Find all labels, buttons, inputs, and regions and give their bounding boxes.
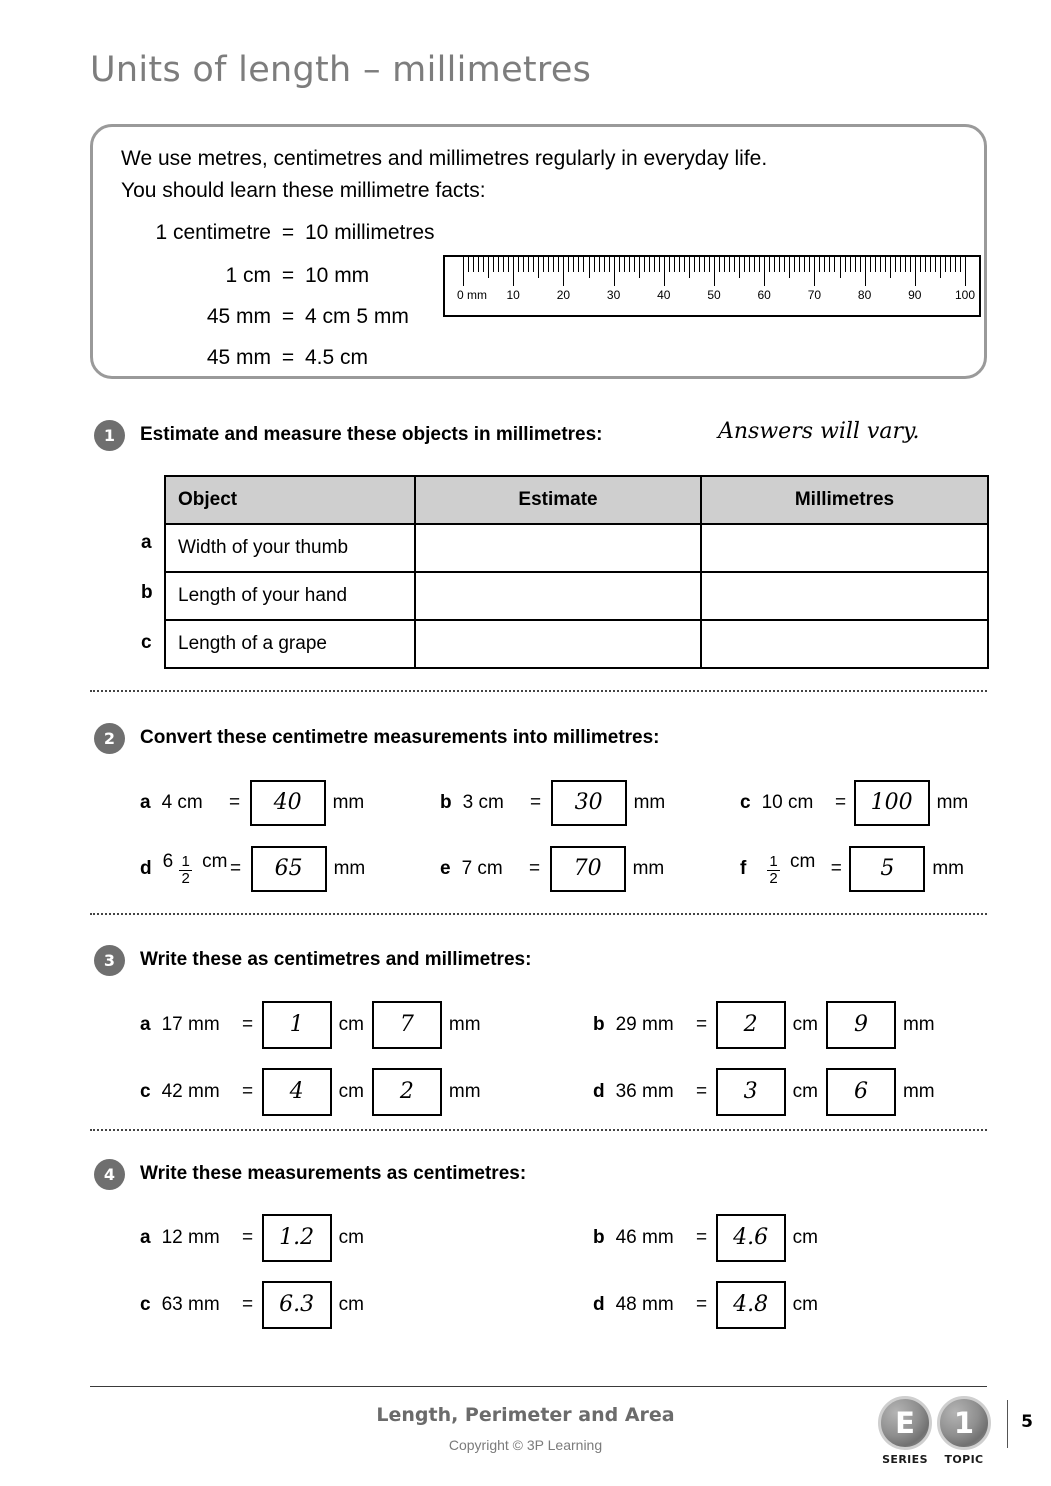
fact-equals: = bbox=[281, 221, 295, 244]
section-divider-1 bbox=[90, 690, 987, 692]
ruler-tick bbox=[639, 257, 640, 278]
item-unit: mm bbox=[333, 858, 366, 879]
answer-box-cm[interactable]: 3 bbox=[716, 1068, 786, 1116]
ruler-tick bbox=[563, 257, 564, 286]
ruler-label: 40 bbox=[657, 288, 671, 302]
ruler-tick bbox=[483, 257, 484, 272]
section-divider-3 bbox=[90, 1129, 987, 1131]
item-equals: = bbox=[835, 792, 847, 813]
q2-item-c bbox=[740, 780, 968, 826]
ruler-tick bbox=[850, 257, 851, 272]
item-question: 7 cm bbox=[461, 858, 503, 879]
item-letter: f bbox=[740, 858, 747, 879]
ruler-tick bbox=[583, 257, 584, 272]
ruler-tick bbox=[508, 257, 509, 272]
answers-vary-note: Answers will vary. bbox=[718, 419, 920, 444]
ruler-tick bbox=[629, 257, 630, 272]
item-question: 48 mm bbox=[615, 1294, 674, 1315]
ruler-tick bbox=[819, 257, 820, 272]
answer-box-cm[interactable]: 2 bbox=[716, 1001, 786, 1049]
q4-item-c bbox=[140, 1281, 364, 1329]
ruler-label: 100 bbox=[954, 288, 976, 302]
item-equals: = bbox=[230, 858, 242, 879]
ruler-tick bbox=[624, 257, 625, 272]
ruler-tick bbox=[714, 257, 715, 286]
item-question-fraction bbox=[757, 851, 823, 887]
item-equals: = bbox=[530, 792, 542, 813]
ruler-tick bbox=[488, 257, 489, 278]
ruler-tick bbox=[558, 257, 559, 272]
ruler-tick bbox=[940, 257, 941, 278]
ruler-tick bbox=[824, 257, 825, 272]
ruler-tick bbox=[784, 257, 785, 272]
item-equals: = bbox=[529, 858, 541, 879]
item-equals: = bbox=[696, 1294, 708, 1315]
item-unit-mm: mm bbox=[902, 1014, 935, 1035]
ruler-tick bbox=[649, 257, 650, 272]
q4-item-a bbox=[140, 1214, 364, 1262]
ruler-tick bbox=[950, 257, 951, 272]
ruler-tick bbox=[523, 257, 524, 272]
ruler-tick bbox=[568, 257, 569, 272]
item-equals: = bbox=[830, 858, 842, 879]
ruler-tick bbox=[870, 257, 871, 272]
ruler-tick bbox=[719, 257, 720, 272]
ruler-label: 80 bbox=[857, 288, 872, 302]
ruler-tick bbox=[960, 257, 961, 272]
ruler-tick bbox=[634, 257, 635, 272]
ruler-tick bbox=[739, 257, 740, 278]
ruler-tick bbox=[840, 257, 841, 278]
item-question: 29 mm bbox=[615, 1014, 674, 1035]
section-divider-2 bbox=[90, 913, 987, 915]
table-header-row bbox=[165, 476, 988, 524]
table-row bbox=[165, 620, 988, 668]
ruler-tick bbox=[885, 257, 886, 272]
ruler-label: 60 bbox=[757, 288, 771, 302]
ruler-tick bbox=[493, 257, 494, 272]
answer-box-cm[interactable]: 1 bbox=[262, 1001, 332, 1049]
ruler-tick bbox=[749, 257, 750, 272]
item-letter: a bbox=[140, 1014, 151, 1035]
item-question: 42 mm bbox=[161, 1081, 220, 1102]
fact-rhs: 4.5 cm bbox=[305, 346, 369, 369]
item-letter: c bbox=[140, 1294, 151, 1315]
footer-divider bbox=[90, 1386, 987, 1387]
ruler-tick bbox=[799, 257, 800, 272]
fraction-numerator: 1 bbox=[769, 853, 778, 871]
ruler-tick bbox=[945, 257, 946, 272]
ruler-label: 50 bbox=[707, 288, 721, 302]
q4-item-d bbox=[593, 1281, 818, 1329]
ruler-tick bbox=[895, 257, 896, 272]
ruler-label: 90 bbox=[908, 288, 922, 302]
item-equals: = bbox=[242, 1227, 254, 1248]
answer-box-mm[interactable]: 6 bbox=[826, 1068, 896, 1116]
answer-box[interactable]: 6.3 bbox=[262, 1281, 332, 1329]
ruler-tick bbox=[644, 257, 645, 272]
answer-box[interactable]: 70 bbox=[550, 846, 626, 892]
ruler-tick bbox=[955, 257, 956, 272]
ruler-tick bbox=[473, 257, 474, 272]
fraction bbox=[767, 854, 779, 886]
fraction-denominator: 2 bbox=[181, 869, 190, 887]
ruler-tick bbox=[503, 257, 504, 272]
fraction-numerator: 1 bbox=[181, 853, 190, 871]
table-cell-estimate[interactable] bbox=[415, 572, 701, 620]
page-number: 5 bbox=[1021, 1412, 1033, 1432]
table-cell-object: Width of your thumb bbox=[165, 524, 415, 572]
answer-box[interactable]: 100 bbox=[854, 780, 930, 826]
q2-item-a bbox=[140, 780, 364, 826]
answer-box-mm[interactable]: 9 bbox=[826, 1001, 896, 1049]
ruler-tick bbox=[834, 257, 835, 272]
ruler-tick bbox=[925, 257, 926, 272]
table-cell-object: Length of your hand bbox=[165, 572, 415, 620]
fact-lhs: 1 cm bbox=[225, 264, 271, 287]
item-unit: mm bbox=[632, 858, 665, 879]
item-unit: mm bbox=[633, 792, 666, 813]
series-badge-label: SERIES bbox=[882, 1453, 928, 1466]
ruler-tick bbox=[900, 257, 901, 272]
fraction-unit: cm bbox=[789, 851, 816, 873]
item-unit: cm bbox=[338, 1294, 364, 1315]
q2-item-b bbox=[440, 780, 665, 826]
fact-row-3 bbox=[121, 346, 368, 370]
item-equals: = bbox=[229, 792, 241, 813]
ruler-tick bbox=[614, 257, 615, 286]
answer-box-mm[interactable]: 7 bbox=[372, 1001, 442, 1049]
ruler-tick bbox=[664, 257, 665, 286]
item-letter: b bbox=[440, 792, 452, 813]
ruler-tick bbox=[905, 257, 906, 272]
ruler-tick bbox=[694, 257, 695, 272]
question-prompt-2: Convert these centimetre measurements into millimetres: bbox=[140, 727, 660, 748]
ruler-tick bbox=[478, 257, 479, 272]
item-letter: a bbox=[140, 1227, 151, 1248]
series-badge bbox=[878, 1396, 932, 1466]
fact-row-1 bbox=[121, 264, 369, 288]
ruler-tick bbox=[528, 257, 529, 272]
q3-item-c bbox=[140, 1068, 481, 1116]
question-number-1: 1 bbox=[94, 420, 125, 451]
table-header-object: Object bbox=[165, 476, 415, 524]
q3-item-b bbox=[593, 1001, 935, 1049]
topic-badge-circle: 1 bbox=[937, 1396, 991, 1450]
q2-item-e bbox=[440, 846, 664, 892]
item-unit: cm bbox=[338, 1227, 364, 1248]
topic-badge bbox=[937, 1396, 991, 1466]
ruler-tick bbox=[794, 257, 795, 272]
page-number-divider bbox=[1007, 1400, 1008, 1448]
ruler-illustration bbox=[443, 255, 981, 317]
ruler-tick bbox=[538, 257, 539, 278]
item-unit-cm: cm bbox=[792, 1081, 818, 1102]
ruler-tick bbox=[659, 257, 660, 272]
ruler-tick bbox=[724, 257, 725, 272]
ruler-label: 70 bbox=[807, 288, 822, 302]
fact-row-0 bbox=[121, 221, 435, 245]
ruler-tick bbox=[744, 257, 745, 272]
item-question-fraction bbox=[162, 851, 228, 887]
item-equals: = bbox=[242, 1014, 254, 1035]
item-unit-mm: mm bbox=[448, 1081, 481, 1102]
page-title: Units of length – millimetres bbox=[90, 50, 592, 90]
answer-box-mm[interactable]: 2 bbox=[372, 1068, 442, 1116]
table-row-letter-c: c bbox=[141, 632, 152, 653]
ruler-tick bbox=[814, 257, 815, 286]
ruler-tick bbox=[809, 257, 810, 272]
item-question: 10 cm bbox=[761, 792, 814, 813]
item-question: 12 mm bbox=[161, 1227, 220, 1248]
ruler-tick bbox=[599, 257, 600, 272]
table-cell-millimetres[interactable] bbox=[701, 524, 988, 572]
fact-rhs: 10 millimetres bbox=[305, 221, 435, 244]
fact-lhs: 1 centimetre bbox=[155, 221, 271, 244]
ruler-tick bbox=[759, 257, 760, 272]
question-prompt-4: Write these measurements as centimetres: bbox=[140, 1163, 527, 1184]
info-line-1: We use metres, centimetres and millimetres regularly in everyday life. bbox=[121, 147, 768, 170]
topic-badge-label: TOPIC bbox=[944, 1453, 984, 1466]
fact-equals: = bbox=[281, 305, 295, 328]
fact-row-2 bbox=[121, 305, 409, 329]
item-letter: a bbox=[140, 792, 151, 813]
fact-lhs: 45 mm bbox=[206, 346, 271, 369]
table-row-letter-a: a bbox=[141, 532, 152, 553]
item-unit: cm bbox=[792, 1294, 818, 1315]
ruler-tick bbox=[604, 257, 605, 272]
answer-box-cm[interactable]: 4 bbox=[262, 1068, 332, 1116]
item-letter: d bbox=[593, 1081, 605, 1102]
ruler-tick bbox=[855, 257, 856, 272]
ruler-tick bbox=[669, 257, 670, 272]
question-number-4: 4 bbox=[94, 1159, 125, 1190]
ruler-tick bbox=[684, 257, 685, 272]
ruler-tick bbox=[804, 257, 805, 272]
ruler-tick bbox=[654, 257, 655, 272]
item-letter: d bbox=[593, 1294, 605, 1315]
table-row-letter-b: b bbox=[141, 582, 153, 603]
ruler-tick bbox=[779, 257, 780, 272]
item-unit: mm bbox=[932, 858, 964, 879]
ruler-tick bbox=[589, 257, 590, 278]
ruler-tick bbox=[774, 257, 775, 272]
item-unit-cm: cm bbox=[338, 1014, 364, 1035]
q3-item-d bbox=[593, 1068, 935, 1116]
ruler-tick bbox=[553, 257, 554, 272]
table-header-estimate: Estimate bbox=[415, 476, 701, 524]
ruler-tick bbox=[578, 257, 579, 272]
footer-copyright: Copyright © 3P Learning bbox=[448, 1437, 603, 1453]
ruler-tick bbox=[619, 257, 620, 272]
item-letter: b bbox=[593, 1227, 605, 1248]
fraction-denominator: 2 bbox=[769, 869, 778, 887]
ruler-tick bbox=[789, 257, 790, 278]
item-question: 63 mm bbox=[161, 1294, 220, 1315]
fact-equals: = bbox=[281, 264, 295, 287]
table-row bbox=[165, 524, 988, 572]
table-cell-estimate[interactable] bbox=[415, 524, 701, 572]
item-equals: = bbox=[242, 1081, 254, 1102]
ruler-tick bbox=[463, 257, 464, 286]
item-letter: c bbox=[740, 792, 751, 813]
item-question: 46 mm bbox=[615, 1227, 674, 1248]
item-unit-cm: cm bbox=[792, 1014, 818, 1035]
ruler-tick bbox=[915, 257, 916, 286]
item-letter: c bbox=[140, 1081, 151, 1102]
ruler-scale bbox=[457, 257, 976, 315]
q3-item-a bbox=[140, 1001, 481, 1049]
ruler-tick bbox=[518, 257, 519, 272]
ruler-tick bbox=[734, 257, 735, 272]
ruler-tick bbox=[845, 257, 846, 272]
item-unit: cm bbox=[792, 1227, 818, 1248]
item-unit-mm: mm bbox=[448, 1014, 481, 1035]
fact-rhs: 4 cm 5 mm bbox=[305, 305, 409, 328]
ruler-tick bbox=[498, 257, 499, 272]
ruler-tick bbox=[689, 257, 690, 278]
ruler-tick bbox=[769, 257, 770, 272]
answer-box[interactable]: 65 bbox=[251, 846, 327, 892]
ruler-tick bbox=[860, 257, 861, 272]
item-letter: d bbox=[140, 858, 152, 879]
table-cell-millimetres[interactable] bbox=[701, 620, 988, 668]
fraction-whole: 6 bbox=[162, 851, 174, 873]
fraction bbox=[179, 854, 191, 886]
ruler-tick bbox=[890, 257, 891, 278]
ruler-tick bbox=[709, 257, 710, 272]
table-cell-estimate[interactable] bbox=[415, 620, 701, 668]
info-box bbox=[90, 124, 987, 379]
item-letter: e bbox=[440, 858, 451, 879]
q4-item-b bbox=[593, 1214, 818, 1262]
item-equals: = bbox=[696, 1227, 708, 1248]
ruler-tick bbox=[513, 257, 514, 286]
ruler-tick bbox=[910, 257, 911, 272]
question-number-3: 3 bbox=[94, 945, 125, 976]
table-cell-object: Length of a grape bbox=[165, 620, 415, 668]
item-unit-mm: mm bbox=[902, 1081, 935, 1102]
ruler-tick bbox=[764, 257, 765, 286]
item-question: 4 cm bbox=[161, 792, 203, 813]
item-unit: mm bbox=[936, 792, 969, 813]
question-prompt-3: Write these as centimetres and millimetres: bbox=[140, 949, 532, 970]
question-number-2: 2 bbox=[94, 723, 125, 754]
ruler-tick bbox=[704, 257, 705, 272]
fact-rhs: 10 mm bbox=[305, 264, 370, 287]
ruler-tick bbox=[699, 257, 700, 272]
item-unit-cm: cm bbox=[338, 1081, 364, 1102]
answer-box[interactable]: 1.2 bbox=[262, 1214, 332, 1262]
table-cell-millimetres[interactable] bbox=[701, 572, 988, 620]
ruler-tick bbox=[920, 257, 921, 272]
ruler-tick bbox=[533, 257, 534, 272]
fraction-unit: cm bbox=[202, 851, 228, 873]
item-equals: = bbox=[696, 1081, 708, 1102]
ruler-tick bbox=[754, 257, 755, 272]
footer-title: Length, Perimeter and Area bbox=[376, 1404, 675, 1426]
q2-item-d bbox=[140, 846, 365, 892]
answer-box[interactable]: 4.6 bbox=[716, 1214, 786, 1262]
ruler-label: 0 mm bbox=[457, 288, 487, 302]
info-line-2: You should learn these millimetre facts: bbox=[121, 179, 486, 202]
ruler-tick bbox=[573, 257, 574, 272]
q2-item-f bbox=[740, 846, 964, 892]
ruler-tick bbox=[594, 257, 595, 272]
ruler-label: 20 bbox=[556, 288, 571, 302]
ruler-tick bbox=[829, 257, 830, 272]
ruler-tick bbox=[880, 257, 881, 272]
answer-box[interactable]: 40 bbox=[250, 780, 326, 826]
item-question: 36 mm bbox=[615, 1081, 674, 1102]
answer-box[interactable]: 30 bbox=[551, 780, 627, 826]
footer-badges bbox=[873, 1396, 991, 1466]
ruler-tick bbox=[965, 257, 966, 286]
ruler-tick bbox=[548, 257, 549, 272]
answer-box[interactable]: 4.8 bbox=[716, 1281, 786, 1329]
table-row bbox=[165, 572, 988, 620]
answer-box[interactable]: 5 bbox=[849, 846, 925, 892]
item-question: 3 cm bbox=[462, 792, 504, 813]
question-prompt-1: Estimate and measure these objects in millimetres: bbox=[140, 424, 603, 445]
ruler-label: 30 bbox=[606, 288, 621, 302]
item-letter: b bbox=[593, 1014, 605, 1035]
ruler-tick bbox=[543, 257, 544, 272]
ruler-tick bbox=[875, 257, 876, 272]
table-header-millimetres: Millimetres bbox=[701, 476, 988, 524]
item-equals: = bbox=[696, 1014, 708, 1035]
ruler-tick bbox=[679, 257, 680, 272]
item-unit: mm bbox=[332, 792, 365, 813]
ruler-tick bbox=[865, 257, 866, 286]
measurement-table bbox=[164, 475, 989, 669]
ruler-tick bbox=[674, 257, 675, 272]
fact-equals: = bbox=[281, 346, 295, 369]
series-badge-circle: E bbox=[878, 1396, 932, 1450]
ruler-tick bbox=[930, 257, 931, 272]
ruler-tick bbox=[935, 257, 936, 272]
ruler-label: 10 bbox=[506, 288, 520, 302]
item-equals: = bbox=[242, 1294, 254, 1315]
ruler-tick bbox=[609, 257, 610, 272]
ruler-tick bbox=[468, 257, 469, 272]
ruler-tick bbox=[729, 257, 730, 272]
item-question: 17 mm bbox=[161, 1014, 220, 1035]
fact-lhs: 45 mm bbox=[206, 305, 271, 328]
